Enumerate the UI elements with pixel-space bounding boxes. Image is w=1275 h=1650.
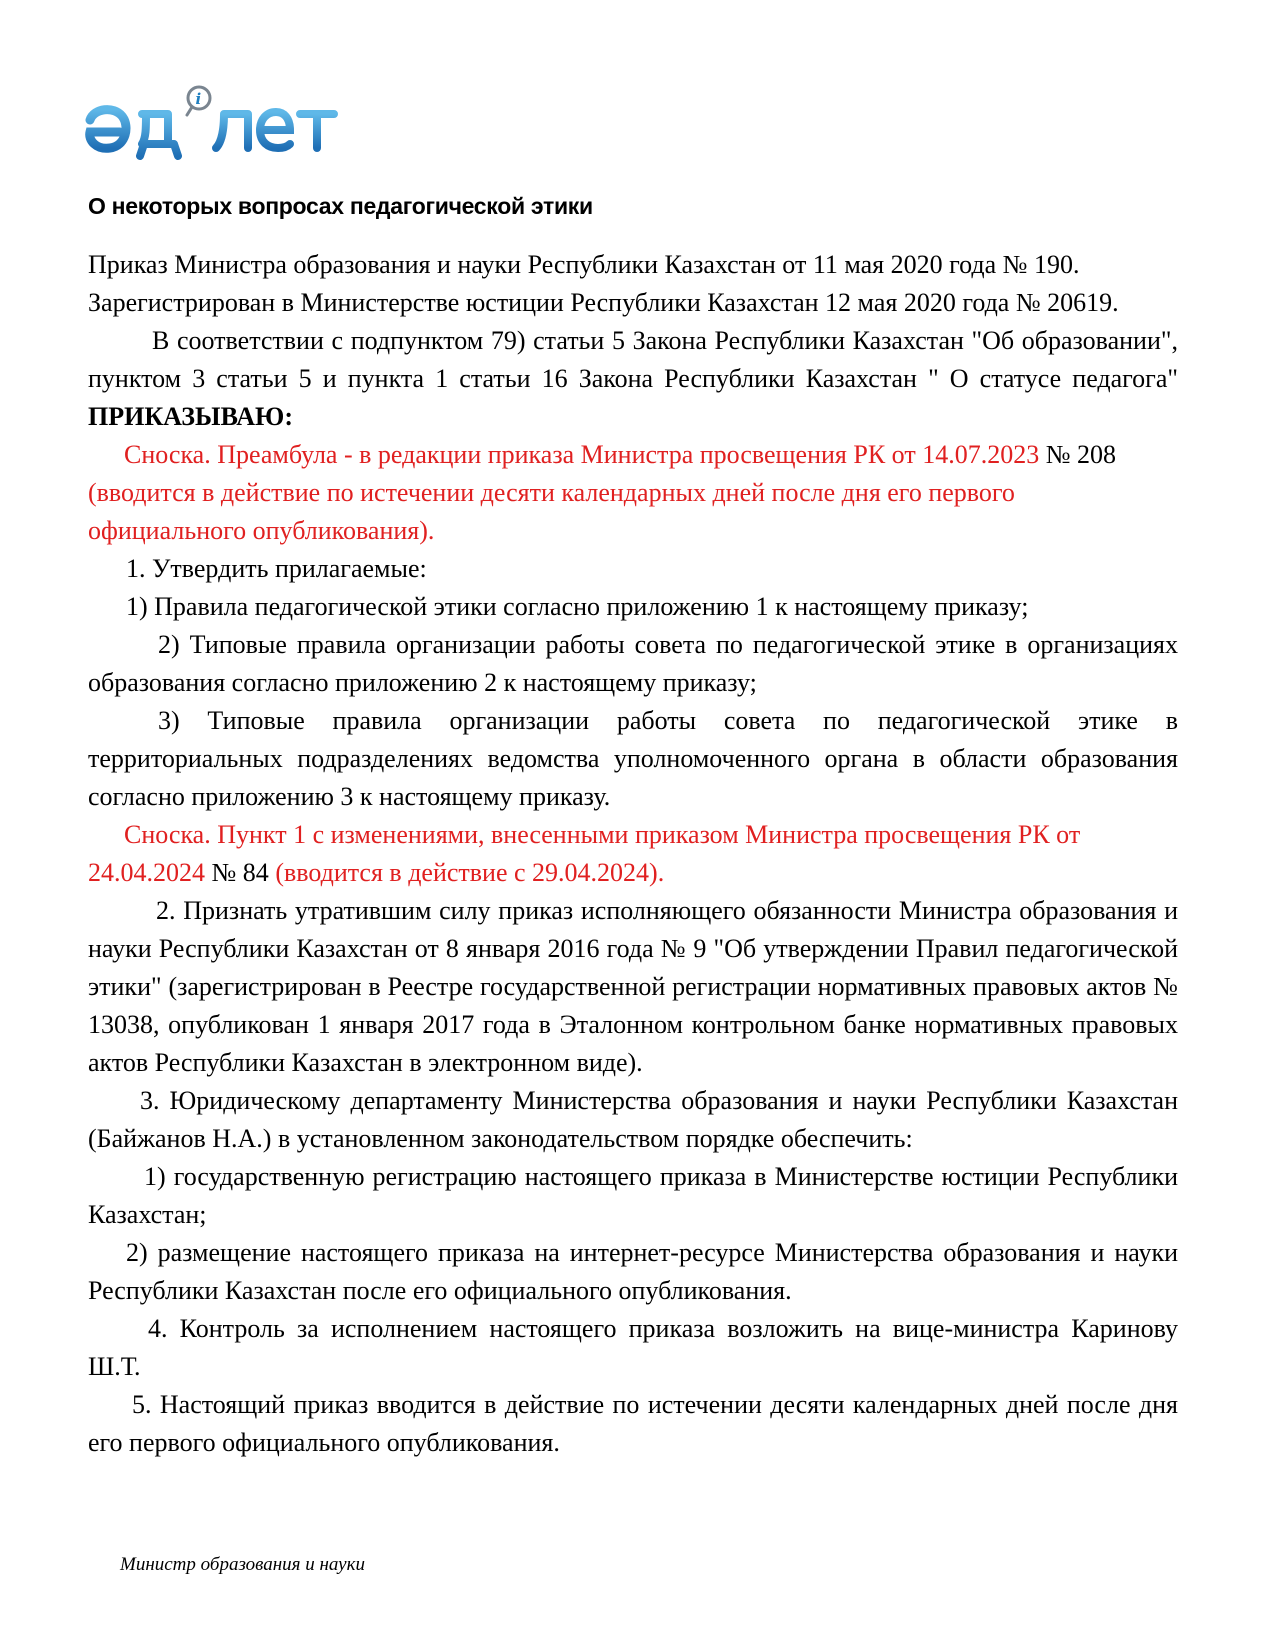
signature-line: Министр образования и науки [120, 1554, 365, 1575]
item-4: 4. Контроль за исполнением настоящего приказа возложить на вице-министра Каринову Ш.Т. [88, 1314, 1178, 1381]
order-intro: Приказ Министра образования и науки Республики Казахстан от 11 мая 2020 года № 190. Зарегистрирован в Министерстве юстиции Республики Казахстан 12 мая 2020 года № 20619. [88, 250, 1119, 317]
item-2: 2. Признать утратившим силу приказ исполняющего обязанности Министра образования и науки Республики Казахстан от 8 января 2016 года № 9 "Об утверждении Правил педагогической этики" (зарегистрирован в Реестре государственной регистрации нормативных правовых актов № 13038, опубликован 1 января 2017 года в Эталонном контрольном банке нормативных правовых актов Республики Казахстан в электронном виде). [88, 896, 1178, 1077]
item-1-1: 1) Правила педагогической этики согласно приложению 1 к настоящему приказу; [126, 592, 1029, 621]
item-3-1: 1) государственную регистрацию настоящего приказа в Министерстве юстиции Республики Казахстан; [88, 1162, 1178, 1229]
item-1-3: 3) Типовые правила организации работы совета по педагогической этике в территориальных подразделениях ведомства уполномоченного органа в области образования согласно приложению 3 к настоящему приказу. [88, 706, 1178, 811]
preamble: В соответствии с подпунктом 79) статьи 5 Закона Республики Казахстан "Об образовании", пунктом 3 статьи 5 и пункта 1 статьи 16 Закона Республики Казахстан " О статусе педагога" ПРИКАЗЫВАЮ: [88, 326, 1178, 431]
footnote-link-208[interactable]: № 208 [1045, 440, 1117, 469]
document-body [88, 246, 1178, 1462]
svg-text:i: i [195, 90, 202, 108]
order-word: ПРИКАЗЫВАЮ: [88, 402, 293, 431]
item-3-2: 2) размещение настоящего приказа на интернет-ресурсе Министерства образования и науки Республики Казахстан после его официального опубликования. [88, 1238, 1178, 1305]
document-title: О некоторых вопросах педагогической этики [88, 193, 593, 219]
item-1: 1. Утвердить прилагаемые: [126, 554, 427, 583]
footnote-item-1: Сноска. Пункт 1 с изменениями, внесенными приказом Министра просвещения РК от 24.04.2024 № 84 (вводится в действие с 29.04.2024). [88, 820, 1081, 887]
footnote-preamble: Сноска. Преамбула - в редакции приказа Министра просвещения РК от 14.07.2023 № 208 (вводится в действие по истечении десяти календарных дней после дня его первого официального опубликования). [88, 440, 1117, 545]
footnote-link-84[interactable]: № 84 [211, 858, 269, 887]
item-5: 5. Настоящий приказ вводится в действие по истечении десяти календарных дней после дня его первого официального опубликования. [88, 1390, 1178, 1457]
item-3: 3. Юридическому департаменту Министерства образования и науки Республики Казахстан (Байжанов Н.А.) в установленном законодательством порядке обеспечить: [88, 1086, 1178, 1153]
item-1-2: 2) Типовые правила организации работы совета по педагогической этике в организациях образования согласно приложению 2 к настоящему приказу; [88, 630, 1178, 697]
adilet-logo [84, 84, 346, 166]
